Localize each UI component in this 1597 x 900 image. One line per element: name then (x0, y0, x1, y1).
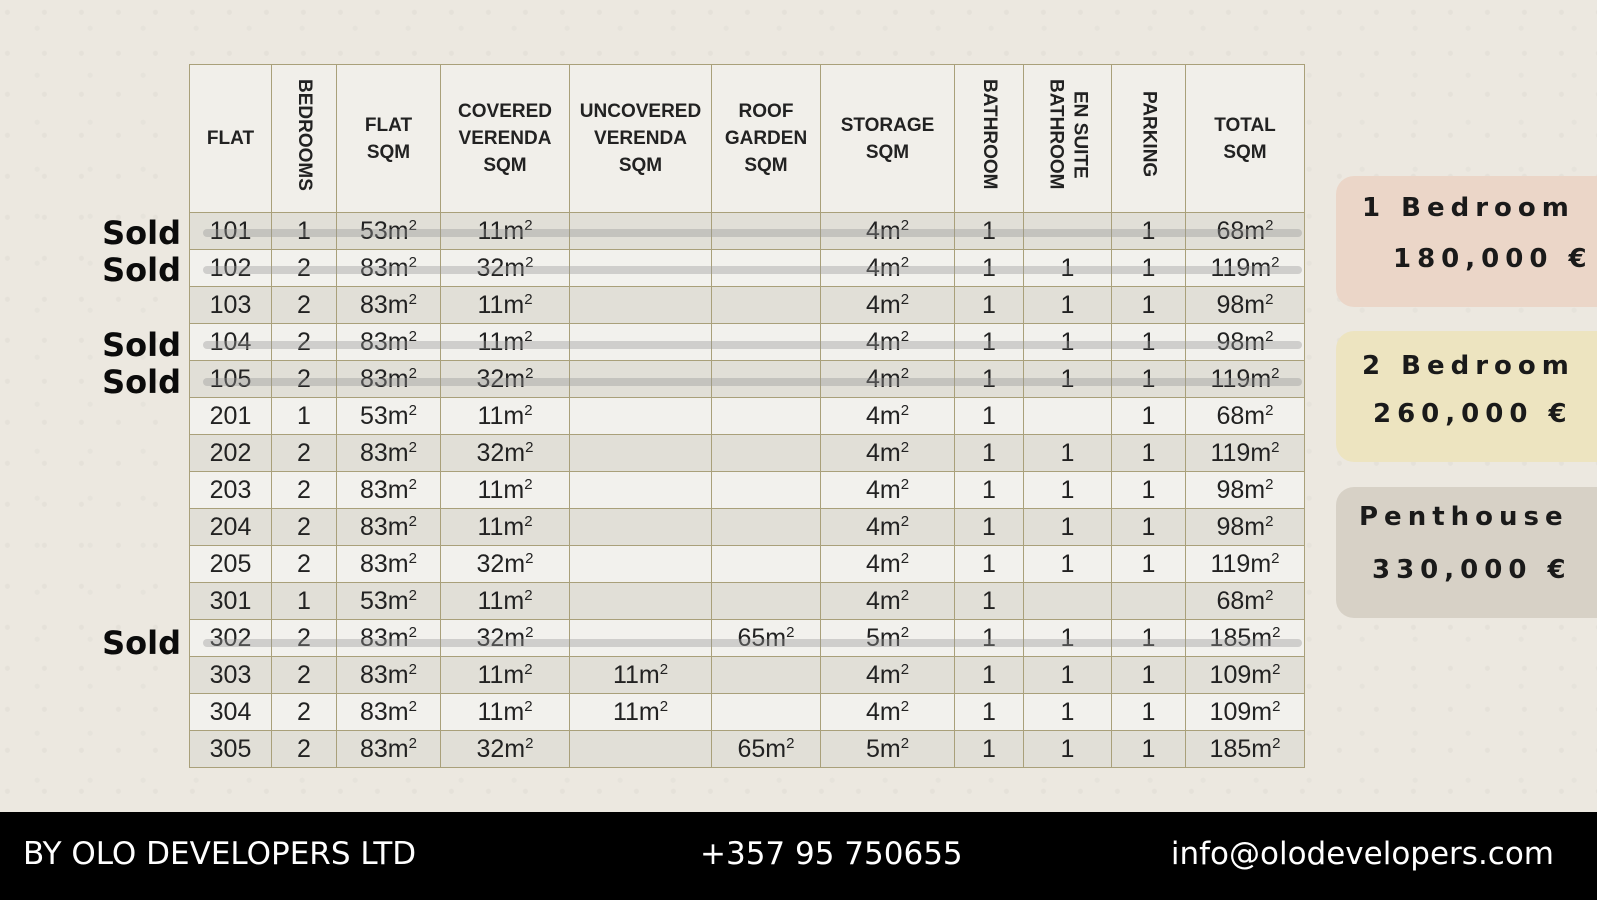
table-row (190, 731, 1305, 768)
cell-roof (712, 509, 821, 546)
squared-superscript: 2 (524, 328, 533, 345)
cell-flat-sqm: $83m^2$ (337, 472, 441, 509)
cell-uncovered (570, 472, 712, 509)
squared-superscript: 2 (1271, 254, 1280, 271)
squared-superscript: 2 (1271, 365, 1280, 382)
squared-superscript: 2 (900, 291, 910, 308)
cell-total: $98m^2$ (1186, 509, 1305, 546)
squared-superscript: 2 (525, 365, 534, 382)
cell-flat: 201 (190, 398, 272, 435)
cell-ensuite: 1 (1024, 509, 1112, 546)
cell-covered: $11m^2$ (441, 213, 570, 250)
squared-superscript: 2 (1265, 587, 1274, 604)
cell-ensuite: 1 (1024, 694, 1112, 731)
cell-covered: $32m^2$ (441, 250, 570, 287)
squared-superscript: 2 (1265, 476, 1274, 493)
cell-parking: 1 (1112, 213, 1186, 250)
price-card-price: 260,000 € (1373, 399, 1573, 429)
sold-label: Sold (102, 325, 181, 364)
squared-superscript: 2 (524, 291, 533, 308)
cell-bedrooms: 2 (272, 694, 337, 731)
cell-bathroom: 1 (955, 361, 1024, 398)
price-card-penthouse (1336, 487, 1597, 618)
cell-bedrooms: 2 (272, 546, 337, 583)
cell-roof (712, 213, 821, 250)
cell-ensuite (1024, 213, 1112, 250)
squared-superscript: 2 (659, 661, 669, 678)
table-row (190, 620, 1305, 657)
cell-storage: $4m^2$ (821, 583, 955, 620)
header-parking: PARKING (1112, 65, 1186, 213)
cell-flat: 202 (190, 435, 272, 472)
cell-roof: $65m^2$ (712, 620, 821, 657)
squared-superscript: 2 (408, 217, 417, 234)
table-header-row (190, 65, 1305, 213)
table-row (190, 509, 1305, 546)
cell-uncovered (570, 324, 712, 361)
cell-storage: $4m^2$ (821, 287, 955, 324)
cell-uncovered (570, 213, 712, 250)
table-row (190, 398, 1305, 435)
cell-bathroom: 1 (955, 657, 1024, 694)
cell-bedrooms: 2 (272, 472, 337, 509)
table-row (190, 657, 1305, 694)
email-address[interactable]: info@olodevelopers.com (1170, 836, 1554, 872)
apartments-table-container (189, 64, 1305, 768)
cell-uncovered (570, 731, 712, 768)
header-storage: STORAGE SQM (821, 65, 955, 213)
table-row (190, 583, 1305, 620)
sold-label: Sold (102, 214, 181, 252)
squared-superscript: 2 (408, 587, 417, 604)
squared-superscript: 2 (408, 291, 417, 308)
cell-flat: 302 (190, 620, 272, 657)
header-flat: FLAT (190, 65, 272, 213)
cell-total: $68m^2$ (1186, 583, 1305, 620)
squared-superscript: 2 (525, 439, 534, 456)
cell-bedrooms: 2 (272, 620, 337, 657)
cell-flat: 301 (190, 583, 272, 620)
cell-flat-sqm: $83m^2$ (337, 546, 441, 583)
table-row (190, 250, 1305, 287)
cell-roof (712, 435, 821, 472)
cell-uncovered: $11m^2$ (570, 657, 712, 694)
cell-flat-sqm: $83m^2$ (337, 287, 441, 324)
cell-ensuite: 1 (1024, 324, 1112, 361)
cell-roof (712, 361, 821, 398)
squared-superscript: 2 (1272, 661, 1281, 678)
cell-flat-sqm: $83m^2$ (337, 620, 441, 657)
squared-superscript: 2 (408, 624, 417, 641)
cell-uncovered (570, 509, 712, 546)
price-card-title: 1 Bedroom (1362, 193, 1575, 223)
cell-roof (712, 657, 821, 694)
table-body (190, 213, 1305, 768)
cell-ensuite: 1 (1024, 250, 1112, 287)
cell-covered: $32m^2$ (441, 620, 570, 657)
cell-covered: $11m^2$ (441, 509, 570, 546)
cell-bathroom: 1 (955, 472, 1024, 509)
cell-bathroom: 1 (955, 250, 1024, 287)
cell-storage: $4m^2$ (821, 398, 955, 435)
squared-superscript: 2 (525, 550, 534, 567)
cell-roof (712, 472, 821, 509)
squared-superscript: 2 (408, 513, 417, 530)
squared-superscript: 2 (900, 624, 910, 641)
squared-superscript: 2 (1272, 735, 1281, 752)
cell-total: $185m^2$ (1186, 620, 1305, 657)
apartments-table (189, 64, 1305, 768)
cell-bedrooms: 1 (272, 398, 337, 435)
cell-parking: 1 (1112, 398, 1186, 435)
squared-superscript: 2 (408, 698, 417, 715)
squared-superscript: 2 (786, 735, 795, 752)
cell-uncovered (570, 435, 712, 472)
squared-superscript: 2 (659, 698, 669, 715)
cell-flat: 102 (190, 250, 272, 287)
cell-uncovered (570, 398, 712, 435)
cell-parking: 1 (1112, 731, 1186, 768)
cell-total: $98m^2$ (1186, 472, 1305, 509)
table-row (190, 435, 1305, 472)
cell-storage: $4m^2$ (821, 472, 955, 509)
cell-flat: 204 (190, 509, 272, 546)
cell-ensuite: 1 (1024, 731, 1112, 768)
cell-roof (712, 324, 821, 361)
squared-superscript: 2 (900, 661, 910, 678)
cell-total: $185m^2$ (1186, 731, 1305, 768)
squared-superscript: 2 (900, 328, 910, 345)
squared-superscript: 2 (408, 476, 417, 493)
squared-superscript: 2 (525, 735, 534, 752)
cell-flat: 303 (190, 657, 272, 694)
cell-flat: 304 (190, 694, 272, 731)
squared-superscript: 2 (525, 254, 534, 271)
cell-uncovered (570, 620, 712, 657)
cell-ensuite: 1 (1024, 546, 1112, 583)
cell-bathroom: 1 (955, 213, 1024, 250)
cell-bedrooms: 2 (272, 657, 337, 694)
cell-flat-sqm: $83m^2$ (337, 731, 441, 768)
cell-storage: $4m^2$ (821, 657, 955, 694)
cell-flat-sqm: $83m^2$ (337, 361, 441, 398)
cell-bathroom: 1 (955, 398, 1024, 435)
squared-superscript: 2 (1265, 328, 1274, 345)
cell-flat-sqm: $83m^2$ (337, 435, 441, 472)
cell-bedrooms: 2 (272, 509, 337, 546)
price-card-title: 2 Bedroom (1362, 351, 1575, 381)
cell-flat: 305 (190, 731, 272, 768)
squared-superscript: 2 (900, 698, 910, 715)
cell-ensuite: 1 (1024, 361, 1112, 398)
cell-flat-sqm: $83m^2$ (337, 694, 441, 731)
squared-superscript: 2 (408, 365, 417, 382)
squared-superscript: 2 (1272, 698, 1281, 715)
squared-superscript: 2 (408, 735, 417, 752)
squared-superscript: 2 (900, 587, 910, 604)
cell-bathroom: 1 (955, 509, 1024, 546)
cell-uncovered (570, 361, 712, 398)
squared-superscript: 2 (1265, 402, 1274, 419)
cell-ensuite: 1 (1024, 472, 1112, 509)
cell-parking: 1 (1112, 546, 1186, 583)
table-row (190, 546, 1305, 583)
cell-bathroom: 1 (955, 731, 1024, 768)
cell-bedrooms: 2 (272, 324, 337, 361)
squared-superscript: 2 (900, 550, 910, 567)
cell-covered: $32m^2$ (441, 435, 570, 472)
cell-total: $119m^2$ (1186, 435, 1305, 472)
cell-flat: 203 (190, 472, 272, 509)
sold-label: Sold (102, 251, 181, 290)
cell-bathroom: 1 (955, 546, 1024, 583)
squared-superscript: 2 (408, 402, 417, 419)
squared-superscript: 2 (1271, 439, 1280, 456)
cell-bathroom: 1 (955, 287, 1024, 324)
squared-superscript: 2 (900, 217, 910, 234)
cell-total: $68m^2$ (1186, 213, 1305, 250)
squared-superscript: 2 (524, 698, 533, 715)
cell-parking: 1 (1112, 620, 1186, 657)
cell-bathroom: 1 (955, 324, 1024, 361)
squared-superscript: 2 (1265, 291, 1274, 308)
table-row (190, 324, 1305, 361)
squared-superscript: 2 (524, 513, 533, 530)
cell-uncovered: $11m^2$ (570, 694, 712, 731)
cell-bedrooms: 2 (272, 361, 337, 398)
cell-storage: $5m^2$ (821, 620, 955, 657)
cell-ensuite: 1 (1024, 620, 1112, 657)
price-card-price: 180,000 € (1393, 244, 1593, 274)
cell-roof (712, 694, 821, 731)
cell-covered: $32m^2$ (441, 546, 570, 583)
cell-storage: $4m^2$ (821, 509, 955, 546)
cell-total: $119m^2$ (1186, 546, 1305, 583)
cell-roof (712, 250, 821, 287)
cell-flat-sqm: $83m^2$ (337, 250, 441, 287)
cell-bathroom: 1 (955, 694, 1024, 731)
cell-uncovered (570, 287, 712, 324)
company-name: BY OLO DEVELOPERS LTD (23, 836, 417, 872)
header-bedrooms: BEDROOMS (272, 65, 337, 213)
squared-superscript: 2 (408, 254, 417, 271)
squared-superscript: 2 (1265, 513, 1274, 530)
cell-parking: 1 (1112, 509, 1186, 546)
squared-superscript: 2 (408, 328, 417, 345)
price-card-title: Penthouse (1359, 502, 1569, 532)
cell-storage: $4m^2$ (821, 546, 955, 583)
squared-superscript: 2 (408, 439, 417, 456)
cell-total: $68m^2$ (1186, 398, 1305, 435)
squared-superscript: 2 (900, 735, 910, 752)
cell-bedrooms: 2 (272, 435, 337, 472)
squared-superscript: 2 (1272, 624, 1281, 641)
cell-uncovered (570, 546, 712, 583)
header-roof-garden: ROOF GARDEN SQM (712, 65, 821, 213)
table-row (190, 694, 1305, 731)
cell-flat: 103 (190, 287, 272, 324)
cell-total: $98m^2$ (1186, 324, 1305, 361)
squared-superscript: 2 (524, 661, 533, 678)
cell-uncovered (570, 583, 712, 620)
cell-storage: $4m^2$ (821, 435, 955, 472)
cell-parking: 1 (1112, 657, 1186, 694)
table-row (190, 287, 1305, 324)
cell-parking (1112, 583, 1186, 620)
cell-flat: 104 (190, 324, 272, 361)
squared-superscript: 2 (524, 217, 533, 234)
cell-ensuite: 1 (1024, 657, 1112, 694)
cell-flat-sqm: $53m^2$ (337, 213, 441, 250)
cell-covered: $11m^2$ (441, 472, 570, 509)
cell-flat-sqm: $83m^2$ (337, 324, 441, 361)
squared-superscript: 2 (1271, 550, 1280, 567)
cell-parking: 1 (1112, 250, 1186, 287)
cell-covered: $32m^2$ (441, 731, 570, 768)
cell-covered: $11m^2$ (441, 287, 570, 324)
cell-storage: $4m^2$ (821, 694, 955, 731)
cell-storage: $4m^2$ (821, 361, 955, 398)
cell-total: $119m^2$ (1186, 250, 1305, 287)
header-ensuite-bathroom: EN SUITE BATHROOM (1024, 65, 1112, 213)
cell-covered: $11m^2$ (441, 657, 570, 694)
cell-covered: $32m^2$ (441, 361, 570, 398)
cell-bathroom: 1 (955, 435, 1024, 472)
cell-total: $109m^2$ (1186, 657, 1305, 694)
cell-flat-sqm: $83m^2$ (337, 509, 441, 546)
header-bathroom: BATHROOM (955, 65, 1024, 213)
cell-covered: $11m^2$ (441, 694, 570, 731)
cell-total: $98m^2$ (1186, 287, 1305, 324)
cell-flat-sqm: $53m^2$ (337, 398, 441, 435)
cell-ensuite (1024, 583, 1112, 620)
cell-ensuite: 1 (1024, 287, 1112, 324)
squared-superscript: 2 (408, 550, 417, 567)
cell-bedrooms: 2 (272, 731, 337, 768)
squared-superscript: 2 (900, 254, 910, 271)
footer-bar (0, 812, 1597, 900)
squared-superscript: 2 (900, 439, 910, 456)
price-card-price: 330,000 € (1372, 555, 1572, 585)
phone-number[interactable]: +357 95 750655 (700, 836, 963, 872)
cell-bathroom: 1 (955, 620, 1024, 657)
cell-covered: $11m^2$ (441, 398, 570, 435)
cell-roof (712, 583, 821, 620)
header-covered-verenda: COVERED VERENDA SQM (441, 65, 570, 213)
squared-superscript: 2 (1265, 217, 1274, 234)
cell-flat: 105 (190, 361, 272, 398)
cell-parking: 1 (1112, 694, 1186, 731)
cell-bedrooms: 1 (272, 213, 337, 250)
header-uncovered-verenda: UNCOVERED VERENDA SQM (570, 65, 712, 213)
cell-parking: 1 (1112, 472, 1186, 509)
squared-superscript: 2 (525, 624, 534, 641)
sold-label: Sold (102, 624, 181, 663)
sold-label: Sold (102, 363, 181, 402)
cell-storage: $4m^2$ (821, 250, 955, 287)
header-flat-sqm: FLAT SQM (337, 65, 441, 213)
price-card-2-bedroom (1336, 331, 1597, 462)
cell-bedrooms: 2 (272, 250, 337, 287)
cell-flat: 205 (190, 546, 272, 583)
squared-superscript: 2 (524, 587, 533, 604)
cell-storage: $5m^2$ (821, 731, 955, 768)
table-row (190, 361, 1305, 398)
cell-roof (712, 398, 821, 435)
cell-bathroom: 1 (955, 583, 1024, 620)
cell-bedrooms: 2 (272, 287, 337, 324)
squared-superscript: 2 (900, 402, 910, 419)
cell-covered: $11m^2$ (441, 583, 570, 620)
cell-storage: $4m^2$ (821, 324, 955, 361)
price-card-1-bedroom (1336, 176, 1597, 307)
cell-flat-sqm: $83m^2$ (337, 657, 441, 694)
cell-flat-sqm: $53m^2$ (337, 583, 441, 620)
cell-parking: 1 (1112, 324, 1186, 361)
squared-superscript: 2 (524, 476, 533, 493)
cell-parking: 1 (1112, 361, 1186, 398)
squared-superscript: 2 (900, 476, 910, 493)
cell-ensuite: 1 (1024, 435, 1112, 472)
header-total-sqm: TOTAL SQM (1186, 65, 1305, 213)
table-row (190, 213, 1305, 250)
cell-bedrooms: 1 (272, 583, 337, 620)
squared-superscript: 2 (786, 624, 795, 641)
cell-roof (712, 546, 821, 583)
cell-covered: $11m^2$ (441, 324, 570, 361)
squared-superscript: 2 (900, 513, 910, 530)
cell-total: $109m^2$ (1186, 694, 1305, 731)
cell-roof: $65m^2$ (712, 731, 821, 768)
cell-parking: 1 (1112, 435, 1186, 472)
cell-uncovered (570, 250, 712, 287)
cell-total: $119m^2$ (1186, 361, 1305, 398)
cell-parking: 1 (1112, 287, 1186, 324)
squared-superscript: 2 (408, 661, 417, 678)
squared-superscript: 2 (524, 402, 533, 419)
squared-superscript: 2 (900, 365, 910, 382)
cell-storage: $4m^2$ (821, 213, 955, 250)
cell-roof (712, 287, 821, 324)
table-row (190, 472, 1305, 509)
cell-flat: 101 (190, 213, 272, 250)
cell-ensuite (1024, 398, 1112, 435)
